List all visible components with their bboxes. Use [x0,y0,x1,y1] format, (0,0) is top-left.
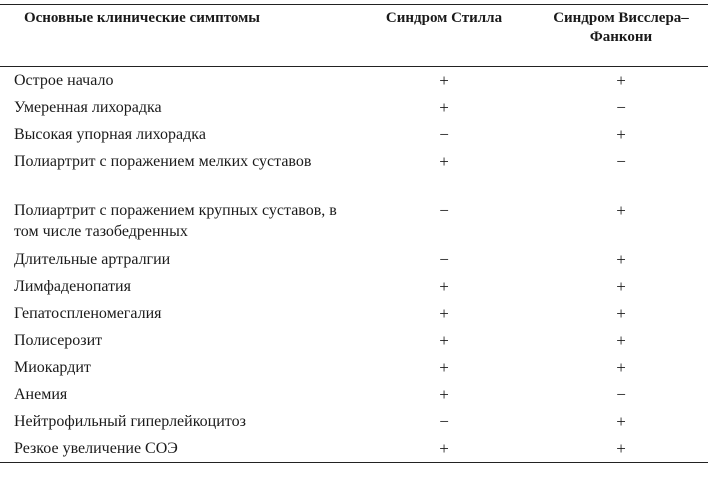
wissler-mark: + [616,304,626,323]
table-row [0,273,708,300]
wissler-mark: + [616,125,626,144]
still-mark: + [439,277,449,296]
symptom-name: Длительные артралгии [14,251,171,268]
table-row [0,327,708,354]
wissler-mark: + [616,277,626,296]
symptom-name: Нейтрофильный гиперлейкоцитоз [14,413,246,430]
table-row [0,381,708,408]
still-mark: + [439,331,449,350]
wissler-mark: − [616,98,626,117]
table-row [0,94,708,121]
table-row [0,354,708,381]
wissler-mark: + [616,201,626,220]
symptom-name: Лимфаденопатия [14,278,131,295]
table-row [0,300,708,327]
still-mark: + [439,358,449,377]
still-mark: + [439,71,449,90]
wissler-mark: + [616,358,626,377]
wissler-mark: + [534,435,708,463]
symptom-name: Резкое увеличение СОЭ [0,435,354,463]
table-row [0,121,708,148]
header-still-syndrome: Синдром Стилла [354,5,534,67]
symptom-name: Миокардит [14,359,91,376]
wissler-mark: − [616,152,626,171]
symptom-name: Полиартрит с поражением крупных суставов, в том числе тазобедренных [14,202,337,240]
still-mark: + [439,152,449,171]
symptom-name: Острое начало [14,72,114,89]
symptom-name: Анемия [14,386,68,403]
symptom-name: Полиартрит с поражением мелких суставов [14,153,312,170]
header-wissler-fanconi-syndrome: Синдром Висслера–Фанкони [534,5,708,67]
header-symptoms: Основные клинические симптомы [0,5,354,67]
still-mark: − [439,125,449,144]
table-row [0,67,708,95]
still-mark: + [354,435,534,463]
wissler-mark: + [616,412,626,431]
wissler-mark: + [616,71,626,90]
table-row [0,435,708,463]
symptom-name: Гепатоспленомегалия [14,305,162,322]
wissler-mark: + [616,250,626,269]
syndrome-comparison-table [0,4,708,463]
wissler-mark: − [616,385,626,404]
symptom-name: Высокая упорная лихорадка [14,126,206,143]
symptom-name: Умеренная лихорадка [14,99,162,116]
still-mark: − [439,412,449,431]
still-mark: − [439,250,449,269]
table-row [0,197,708,246]
still-mark: + [439,304,449,323]
still-mark: + [439,385,449,404]
table-header-row [0,5,708,67]
table-row [0,408,708,435]
wissler-mark: + [616,331,626,350]
table-row [0,246,708,273]
still-mark: − [439,201,449,220]
symptom-name: Полисерозит [14,332,103,349]
still-mark: + [439,98,449,117]
table-row [0,148,708,197]
